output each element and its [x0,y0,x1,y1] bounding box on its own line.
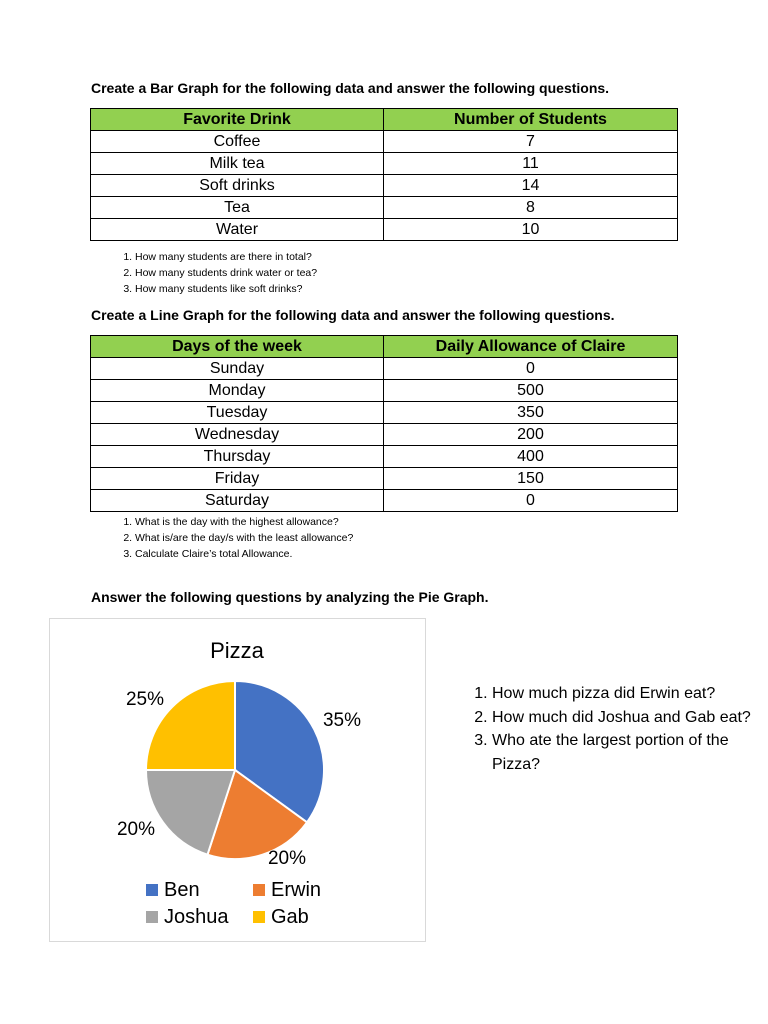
table-cell: 11 [384,153,678,175]
table-cell: 7 [384,131,678,153]
table-cell: 0 [384,490,678,512]
question-item: 3. Who ate the largest portion of the Pizza? [492,729,762,776]
table-row [91,197,678,219]
table-row [91,358,678,380]
pie-chart-frame [49,618,426,942]
question-item: 3. Calculate Claire’s total Allowance. [135,546,353,562]
bar-questions [112,249,317,297]
legend-label: Gab [271,906,309,928]
line-questions [112,514,353,562]
table-header-row [91,109,678,131]
table-row [91,446,678,468]
table-cell: Monday [91,380,384,402]
table-row [91,131,678,153]
pie-section-heading: Answer the following questions by analyzing the Pie Graph. [91,589,489,605]
table-row [91,219,678,241]
table-cell: Water [91,219,384,241]
table-cell: 10 [384,219,678,241]
table-cell: Tea [91,197,384,219]
question-item: 2. What is/are the day/s with the least allowance? [135,530,353,546]
table-cell: 8 [384,197,678,219]
table-row [91,424,678,446]
table-cell: Saturday [91,490,384,512]
legend-label: Erwin [271,879,322,901]
table-cell: 500 [384,380,678,402]
data-label: 20% [267,848,307,869]
legend-swatch [253,884,265,896]
column-header: Favorite Drink [91,109,384,131]
legend-swatch [253,911,265,923]
question-item: 2. How much did Joshua and Gab eat? [492,706,762,730]
legend-label: Joshua [164,906,229,928]
table-cell: Coffee [91,131,384,153]
legend-label: Ben [164,879,200,901]
table-cell: 200 [384,424,678,446]
table-row [91,402,678,424]
table-cell: Soft drinks [91,175,384,197]
table-cell: Tuesday [91,402,384,424]
allowance-table [90,335,678,512]
question-item: 1. What is the day with the highest allowance? [135,514,353,530]
question-item: 3. How many students like soft drinks? [135,281,317,297]
table-row [91,380,678,402]
bar-section-heading: Create a Bar Graph for the following data and answer the following questions. [91,80,610,96]
data-label: 20% [116,819,156,840]
table-cell: Wednesday [91,424,384,446]
table-cell: Milk tea [91,153,384,175]
line-section-heading: Create a Line Graph for the following data and answer the following questions. [91,307,615,323]
table-cell: Thursday [91,446,384,468]
table-cell: Sunday [91,358,384,380]
data-label: 35% [322,710,362,731]
data-label: 25% [125,689,165,710]
table-row [91,175,678,197]
table-cell: 400 [384,446,678,468]
legend-swatch [146,884,158,896]
column-header: Days of the week [91,336,384,358]
drink-table [90,108,678,241]
question-item: 1. How many students are there in total? [135,249,317,265]
table-row [91,468,678,490]
pie-chart [50,619,425,941]
table-row [91,490,678,512]
table-cell: Friday [91,468,384,490]
table-cell: 0 [384,358,678,380]
legend-swatch [146,911,158,923]
column-header: Number of Students [384,109,678,131]
table-cell: 350 [384,402,678,424]
pie-questions [468,682,762,776]
chart-legend [146,879,321,928]
table-cell: 14 [384,175,678,197]
pie-slices [146,681,324,859]
question-item: 2. How many students drink water or tea? [135,265,317,281]
question-item: 1. How much pizza did Erwin eat? [492,682,762,706]
chart-title: Pizza [210,638,264,663]
table-cell: 150 [384,468,678,490]
table-row [91,153,678,175]
table-header-row [91,336,678,358]
column-header: Daily Allowance of Claire [384,336,678,358]
